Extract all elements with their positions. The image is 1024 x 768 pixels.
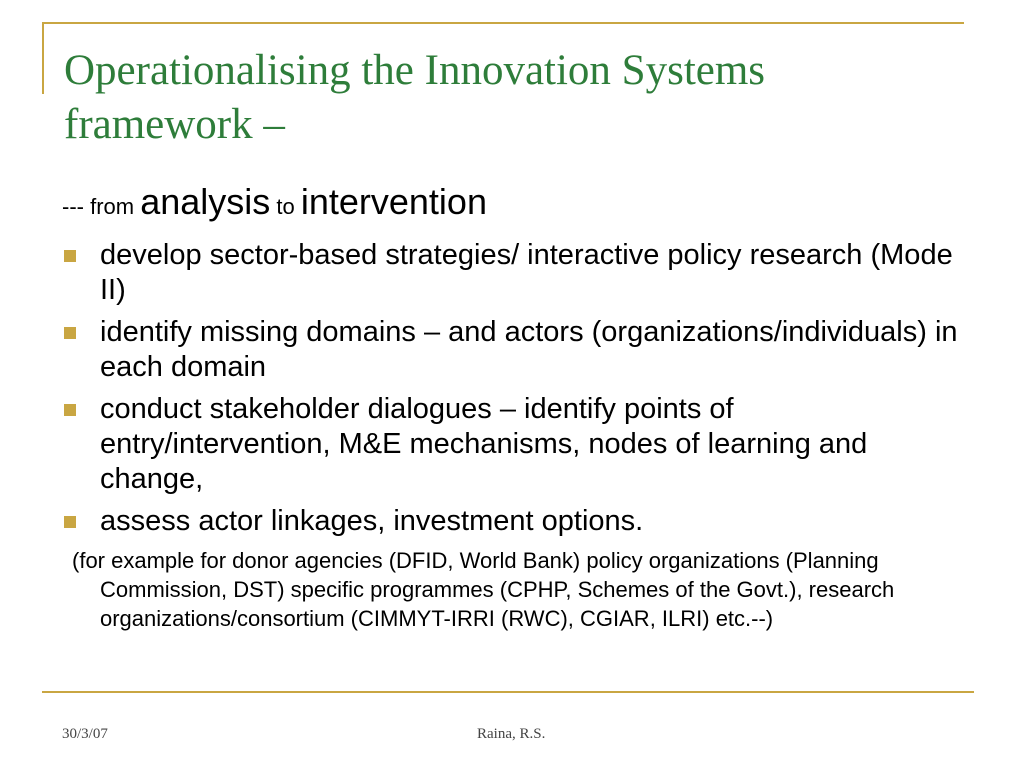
bullet-item xyxy=(62,392,962,497)
square-bullet-icon xyxy=(64,404,76,416)
slide-content xyxy=(62,180,962,633)
bullet-item xyxy=(62,504,962,539)
left-rule xyxy=(42,22,44,94)
square-bullet-icon xyxy=(64,516,76,528)
bullet-text: develop sector-based strategies/ interactive policy research (Mode II) xyxy=(100,239,953,306)
subtitle-part-to: to xyxy=(270,194,301,219)
square-bullet-icon xyxy=(64,327,76,339)
subtitle-part-from: --- from xyxy=(62,194,141,219)
slide-subtitle xyxy=(62,180,962,232)
footer-author: Raina, R.S. xyxy=(477,726,546,742)
slide-title: Operationalising the Innovation Systems framework – xyxy=(64,47,766,148)
bottom-rule xyxy=(42,691,974,693)
bullet-text: assess actor linkages, investment options. xyxy=(100,505,644,537)
bullet-item xyxy=(62,315,962,385)
bullet-list xyxy=(62,238,962,539)
square-bullet-icon xyxy=(64,250,76,262)
subtitle-part-analysis: analysis xyxy=(140,181,271,222)
top-rule xyxy=(42,22,964,24)
bullet-item xyxy=(62,238,962,308)
bullet-text: conduct stakeholder dialogues – identify points of entry/intervention, M&E mechanisms, nodes of learning and change, xyxy=(100,393,868,495)
footer-date: 30/3/07 xyxy=(62,726,108,742)
subtitle-part-intervention: intervention xyxy=(300,181,487,222)
example-note: (for example for donor agencies (DFID, World Bank) policy organizations (Planning Commission, DST) specific programmes (CPHP, Schemes of the Govt.), research organizations/consortium (CIMMYT-IRRI (RWC), CGIAR, ILRI) etc.--) xyxy=(72,548,895,631)
bullet-text: identify missing domains – and actors (organizations/individuals) in each domain xyxy=(100,316,958,383)
